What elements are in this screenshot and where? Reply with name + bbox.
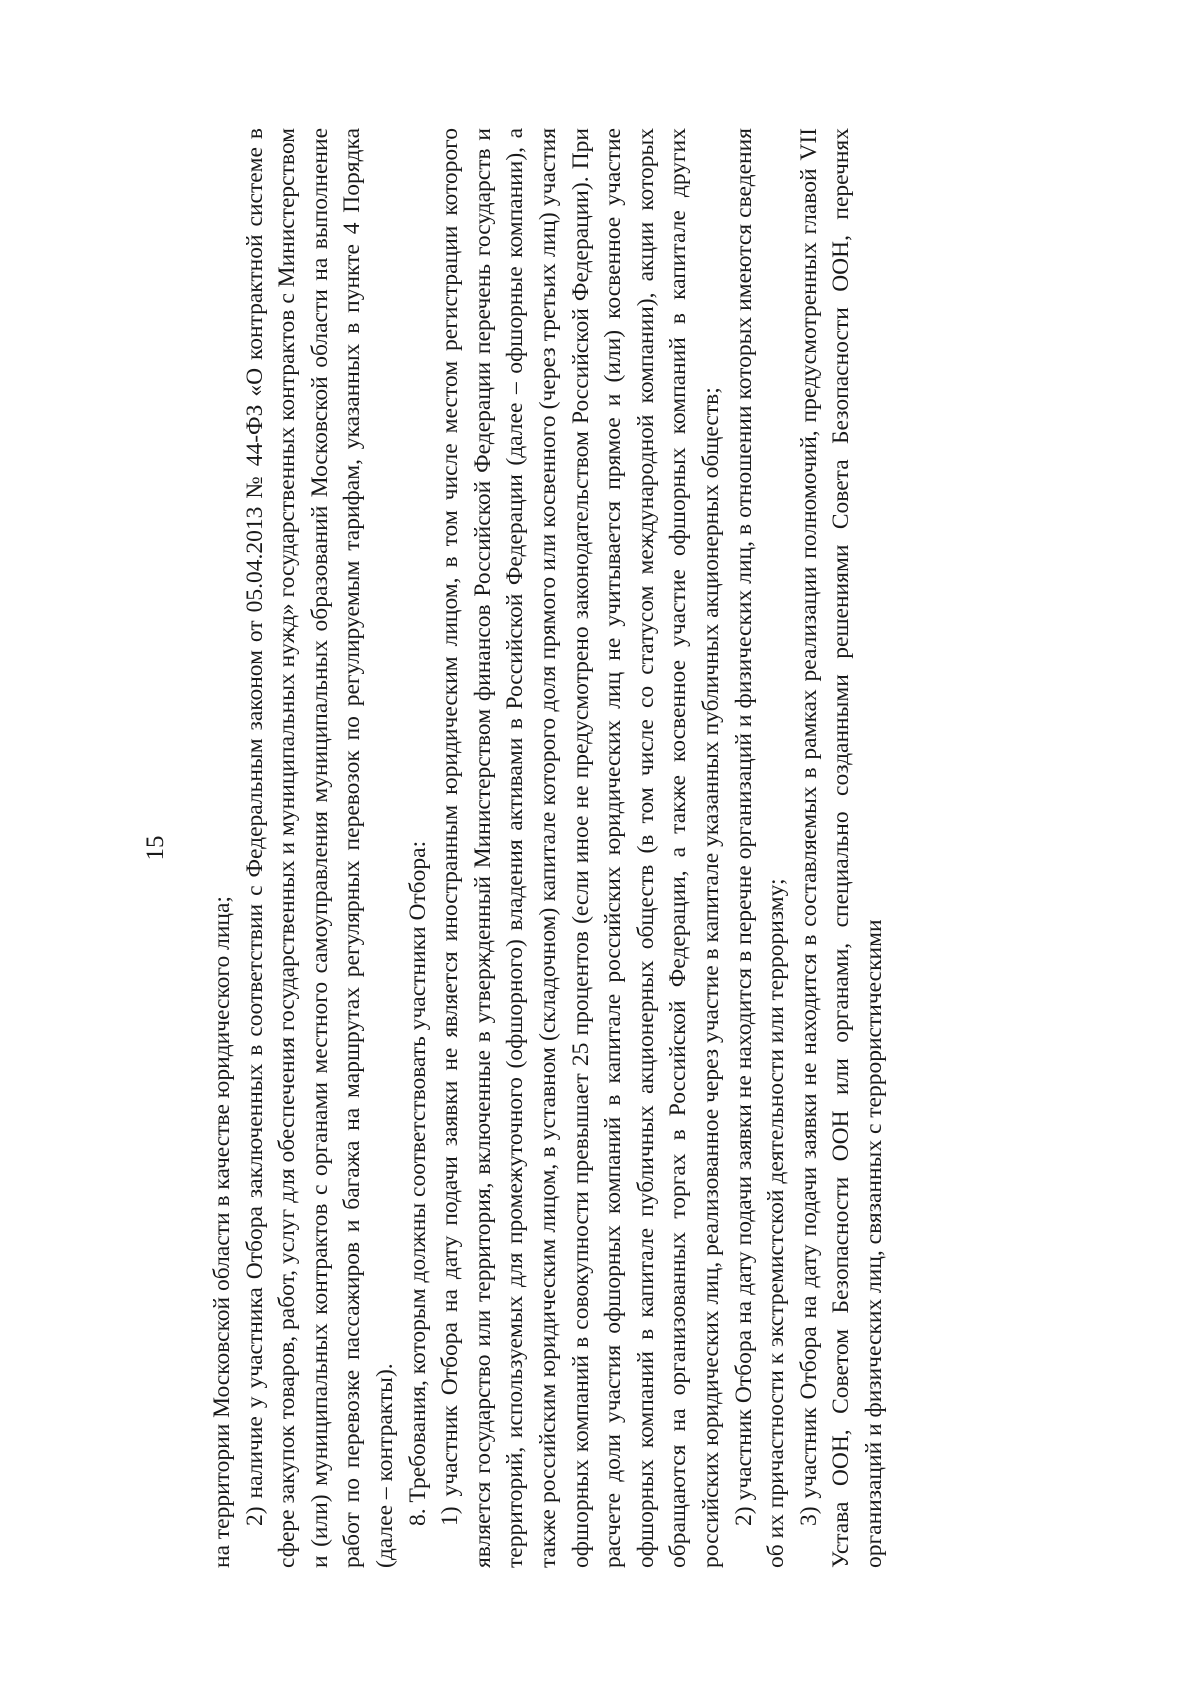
paragraph-requirement-2: 2) участник Отбора на дату подачи заявки не находится в перечне организаций и физических лиц, в отношении которых имеются сведения об их причастности к экстремистской деятельности или терроризму; [730, 128, 790, 1568]
page-number: 15 [142, 835, 169, 861]
paragraph-contracts: 2) наличие у участника Отбора заключенных в соответствии с Федеральным законом от 05.04.2013 № 44-ФЗ «О контрактной системе в сфере закупок товаров, работ, услуг для обеспечения государственных и муниципальных нужд» государственных контрактов с Министерством и (или) муниципальных контрактов с органами местного самоуправления муниципальных образований Московской области на выполнение работ по перевозке пассажиров и багажа на маршрутах регулярных перевозок по регулируемым тарифам, указанных в пункте 4 Порядка (далее – контракты). [241, 128, 398, 1568]
paragraph-requirement-3: 3) участник Отбора на дату подачи заявки не находится в составляемых в рамках реализации полномочий, предусмотренных главой VII Устава ООН, Советом Безопасности ООН или органами, специально созданными решениями Совета Безопасности ООН, перечнях организаций и физических лиц, связанных с террористическими [795, 128, 887, 1568]
paragraph-territory: на территории Московской области в качестве юридического лица; [209, 896, 235, 1568]
document-body [206, 128, 890, 1568]
paragraph-requirements-heading: 8. Требования, которым должны соответствовать участники Отбора: [404, 840, 431, 1526]
rotated-document-sheet [140, 118, 1060, 1578]
paragraph-requirement-1: 1) участник Отбора на дату подачи заявки не является иностранным юридическим лицом, в том числе местом регистрации которого является государство или территория, включенные в утвержденный Министерством финансов Российской Федерации перечень государств и территорий, используемых для промежуточного (офшорного) владения активами в Российской Федерации (далее – офшорные компании), а также российским юридическим лицом, в уставном (складочном) капитале которого доля прямого или косвенного (через третьих лиц) участия офшорных компаний в совокупности превышает 25 процентов (если иное не предусмотрено законодательством Российской Федерации). При расчете доли участия офшорных компаний в капитале российских юридических лиц не учитывается прямое и (или) косвенное участие офшорных компаний в капитале публичных акционерных обществ (в том числе со статусом международной компании), акции которых обращаются на организованных торгах в Российской Федерации, а также косвенное участие офшорных компаний в капитале других российских юридических лиц, реализованное через участие в капитале указанных публичных акционерных обществ; [437, 128, 724, 1568]
